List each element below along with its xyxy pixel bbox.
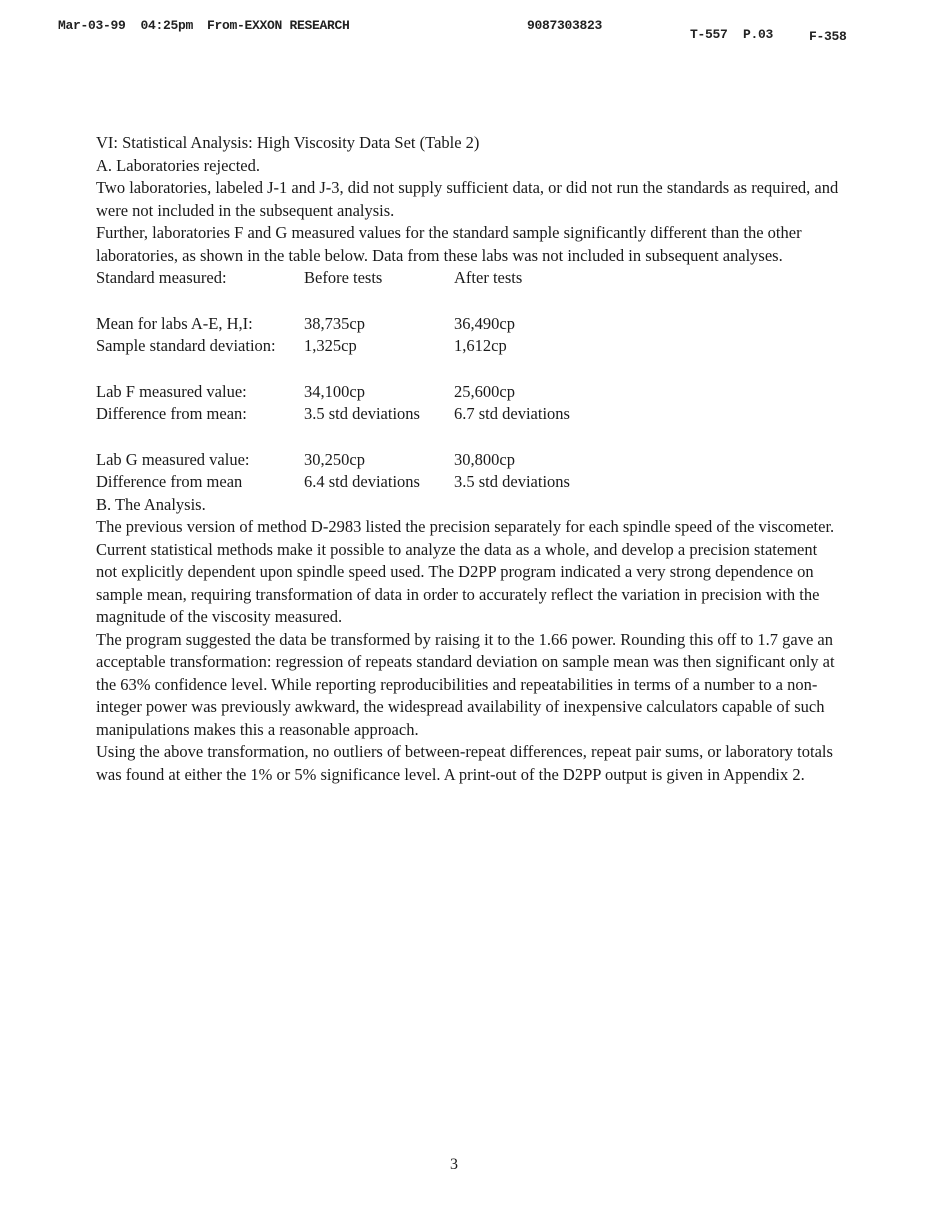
paragraph-outlier-results: Using the above transformation, no outliers of between-repeat differences, repeat pair sums, or laboratory totals was found at either the 1% or 5% significance level. A print-out of the D2PP output is given in Appendix 2. (96, 742, 833, 784)
table-cell: Difference from mean (96, 472, 243, 491)
table-cell: 3.5 std deviations (454, 472, 570, 491)
table-cell: 36,490cp (454, 313, 515, 333)
subsection-a-heading: A. Laboratories rejected. (96, 155, 261, 175)
fax-sender: From-EXXON RESEARCH (207, 18, 350, 33)
section-title: VI: Statistical Analysis: High Viscosity Data Set (Table 2) (96, 133, 480, 152)
paragraph-outlier-labs: Further, laboratories F and G measured values for the standard sample significantly different than the other laboratories, as shown in the table below. Data from these labs was not included in subsequent analyses. (96, 223, 802, 265)
table-cell: 34,100cp (304, 381, 365, 401)
table-row (96, 471, 570, 494)
table-cell: 30,800cp (454, 449, 515, 469)
table-cell: 30,250cp (304, 449, 365, 469)
paragraph-transformation: The program suggested the data be transformed by raising it to the 1.66 power. Rounding this off to 1.7 gave an acceptable transformation: regression of repeats standard deviation on sample mean was then significant only at the 63% confidence level. While reporting reproducibilities and repeatabilities in terms of a number to a non-integer power was previously awkward, the widespread availability of inexpensive calculators capable of such manipulations makes this a reasonable approach. (96, 629, 835, 739)
table-cell: Mean for labs A-E, H,I: (96, 313, 253, 333)
table-cell: 25,600cp (454, 381, 515, 401)
table-cell: 1,612cp (454, 336, 507, 355)
subsection-b-heading: B. The Analysis. (96, 494, 206, 514)
fax-transmission-id: T-557 (690, 27, 728, 42)
standard-measurements-table (96, 267, 570, 494)
table-row (96, 335, 570, 358)
table-header-cell: Before tests (304, 268, 383, 287)
table-cell: 1,325cp (304, 336, 357, 355)
paragraph-analysis-method: The previous version of method D-2983 listed the precision separately for each spindle speed of the viscometer. Current statistical methods make it possible to analyze the data as a whole, and develop a precision statement not explicitly dependent upon spindle speed used. The D2PP program indicated a very strong dependence on sample mean, requiring transformation of data in order to accurately reflect the variation in precision with the magnitude of the viscosity measured. (96, 517, 835, 626)
table-row (96, 449, 570, 472)
table-header-cell: After tests (454, 268, 523, 287)
table-row (96, 403, 570, 426)
fax-phone-number: 9087303823 (527, 18, 603, 33)
table-cell: Lab G measured value: (96, 449, 250, 469)
document-body (96, 132, 841, 786)
paragraph-rejected-labs: Two laboratories, labeled J-1 and J-3, did not supply sufficient data, or did not run the standards as required, and were not included in the subsequent analysis. (96, 178, 839, 220)
fax-page-indicator: P.03 (743, 27, 774, 42)
table-row (96, 381, 570, 404)
table-cell: Sample standard deviation: (96, 336, 276, 355)
table-header-cell: Standard measured: (96, 268, 227, 287)
fax-form-code: F-358 (809, 29, 847, 44)
table-cell: Lab F measured value: (96, 381, 247, 401)
table-cell: 6.4 std deviations (304, 472, 420, 491)
page-number: 3 (450, 1156, 458, 1173)
fax-datetime: Mar-03-99 04:25pm (58, 18, 194, 33)
table-header-row (96, 267, 570, 290)
table-cell: 3.5 std deviations (304, 404, 420, 423)
table-cell: 6.7 std deviations (454, 404, 570, 423)
table-row (96, 313, 570, 336)
table-cell: 38,735cp (304, 313, 365, 333)
table-cell: Difference from mean: (96, 404, 247, 423)
